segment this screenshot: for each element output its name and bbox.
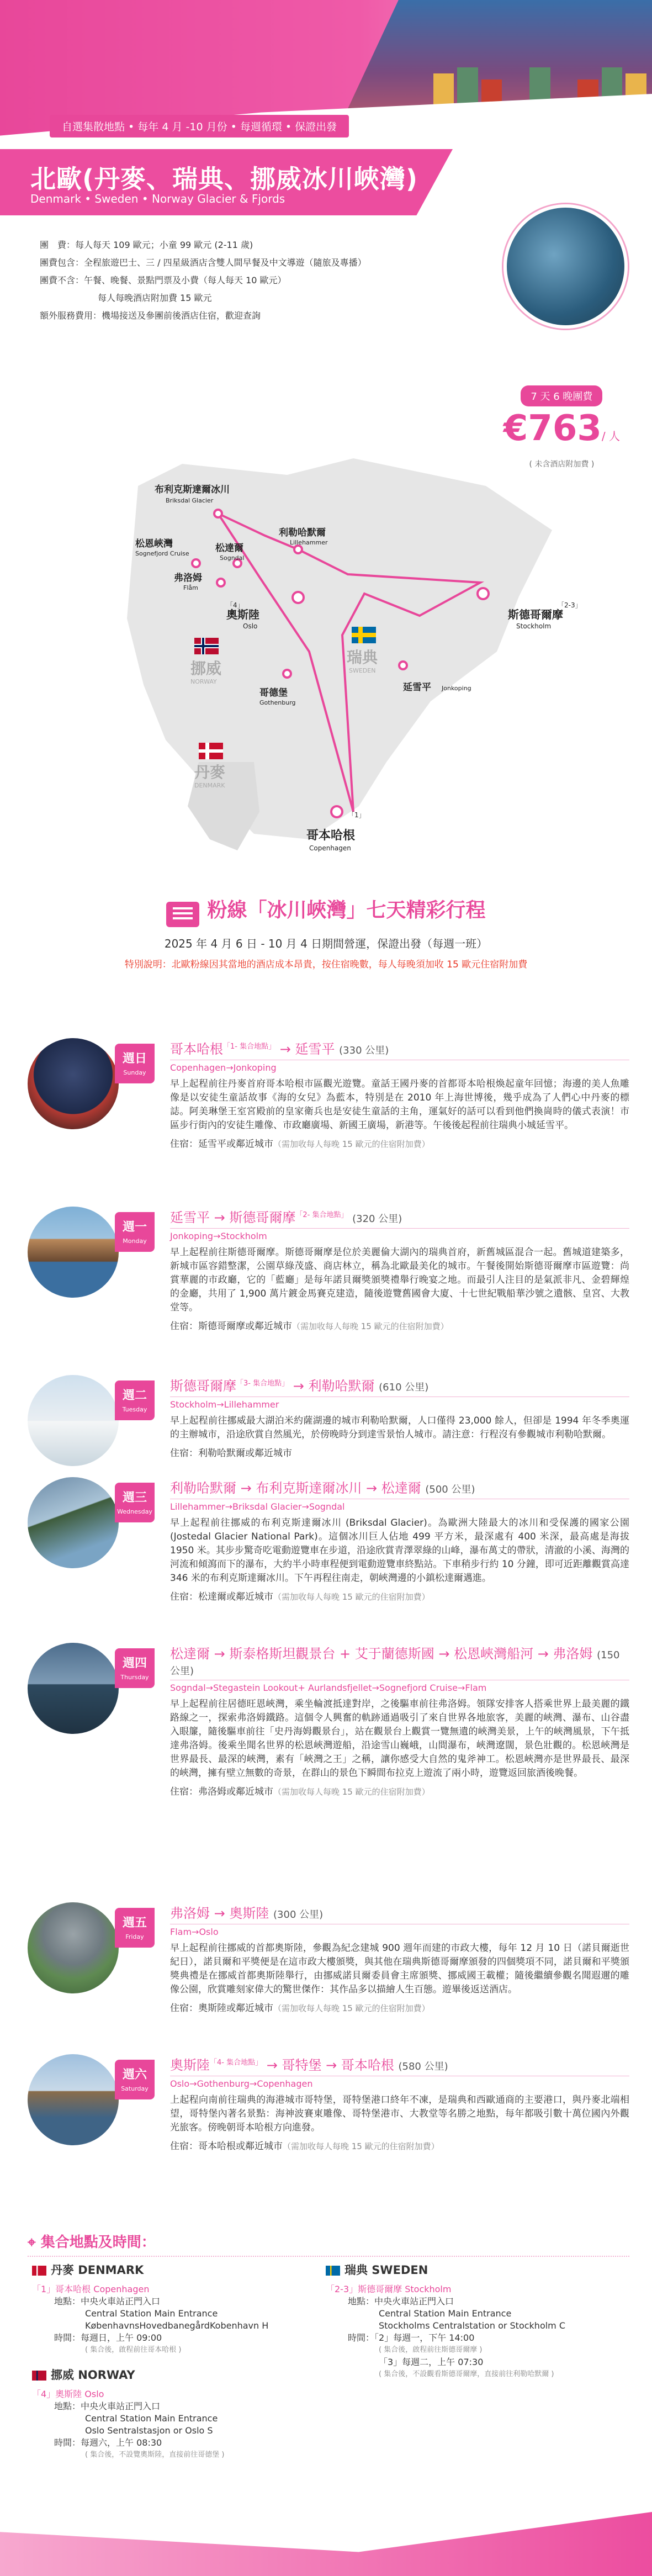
info-label: 團 費：	[40, 240, 76, 250]
stay-text: 住宿：弗洛姆或鄰近城市	[170, 1786, 273, 1797]
norway-flag-icon	[194, 638, 219, 654]
map-label-briksdal-en: Briksdal Glacier	[166, 497, 214, 504]
price-unit: / 人	[601, 430, 620, 443]
day-en: Monday	[123, 1237, 147, 1245]
stegastein-photo	[28, 1643, 119, 1734]
itinerary-sub: 2025 年 4 月 6 日 - 10 月 4 日期間營運，保證出發（每週一班）	[164, 937, 488, 950]
denmark-flag-icon	[199, 743, 223, 759]
route-km: (150 公里)	[170, 1649, 620, 1677]
day-route	[170, 1375, 629, 1397]
time-note: ( 集合後，啟程前往哥本哈根 )	[85, 2346, 182, 2354]
route-km: (610 公里)	[379, 1382, 429, 1393]
guards-photo	[28, 1038, 119, 1129]
map-label-gothenburg: 哥德堡	[259, 687, 288, 699]
route-text: 松達爾 → 斯泰格斯坦觀景台 + 艾于蘭德斯國 → 松恩峽灣船河 → 弗洛姆	[170, 1646, 593, 1662]
denmark-flag-icon	[32, 2266, 46, 2276]
time-text: 「2」每週一，下午 14:00	[374, 2332, 475, 2343]
country-norway: 挪威	[190, 659, 222, 678]
map-label-lillehammer: 利勒哈默爾	[279, 527, 326, 538]
stop-gothenburg	[283, 670, 291, 678]
route-km: (300 公里)	[273, 1909, 324, 1921]
route-map	[0, 453, 652, 889]
stop-jonkoping	[399, 662, 407, 669]
addr-line: Stockholms Centralstation or Stockholm C	[379, 2320, 566, 2331]
route-sup: 「4- 集合地點」	[210, 2059, 263, 2067]
route-map-svg	[0, 453, 652, 889]
book-icon	[166, 902, 199, 927]
stay-note: （需加收每人每晚 15 歐元的住宿附加費）	[273, 1787, 430, 1797]
route-en: Jonkoping→Stockholm	[170, 1231, 267, 1241]
country-dk-label: 丹麥 DENMARK	[51, 2263, 144, 2277]
route-en: Copenhagen→Jonkoping	[170, 1062, 277, 1073]
country-dk	[32, 2261, 144, 2278]
day-route	[170, 1207, 629, 1229]
day-en: Thursday	[120, 1674, 149, 1681]
day-en: Sunday	[123, 1069, 146, 1076]
map-label-flam-en: Flåm	[183, 584, 198, 591]
vigeland-photo	[28, 1902, 119, 1993]
day-stay	[170, 1318, 629, 1332]
sweden-flag-icon	[352, 627, 376, 643]
stay-note: （需加收每人每晚 15 歐元的住宿附加費）	[273, 1139, 430, 1149]
time-text: 每週日，上午 09:00	[81, 2332, 162, 2343]
info-label: 額外服務費用：	[40, 310, 102, 321]
route-en: Stockholm→Lillehammer	[170, 1399, 279, 1410]
day-text: 早上起程前往挪威的布利克斯達爾冰川 (Briksdal Glacier)。為歐洲大陸最大的冰川和受保護的國家公園 (Jostedal Glacier National Park)。這個冰川巨人佔地 499 平方米，最深處有 400 米深，最高處是海拔 1950 米。其步步驚奇吃電動遊覽車在步道，沿途欣賞青澤翠綠的山峰，瀑布萬丈的帶狀，清澈的小溪、海灣的河流和傾瀉而下的瀑布，大約半小時車程便到電動遊覽車終點站。下車稍步行約 10 分鐘，即可近距離觀賞高達 346 米的布利克斯達爾冰川。下午再程往南走，朝峽灣邊的小鎮松達爾邁進。	[170, 1517, 629, 1584]
country-se-label: 瑞典 SWEDEN	[344, 2263, 428, 2277]
map-label-copenhagen-en: Copenhagen	[309, 844, 351, 852]
day-zh: 週日	[122, 1052, 147, 1066]
map-label-flam: 弗洛姆	[174, 573, 202, 584]
day-zh: 週五	[122, 1916, 147, 1930]
stay-text: 住宿：利勒哈默爾或鄰近城市	[170, 1448, 292, 1459]
day-zh: 週三	[122, 1491, 147, 1505]
map-label-stockholm: 斯德哥爾摩	[508, 608, 563, 621]
stay-text: 住宿：哥本哈根或鄰近城市	[170, 2141, 283, 2152]
time-note: ( 集合後，啟程前往斯德哥爾摩 )	[379, 2346, 483, 2354]
stay-note: （需加收每人每晚 15 歐元的住宿附加費）	[283, 2141, 439, 2151]
route-en: Lillehammer→Briksdal Glacier→Sogndal	[170, 1501, 345, 1512]
day-route	[170, 2054, 629, 2076]
itinerary-note: 特別說明：北歐粉線因其當地的酒店成本昂貴，按住宿晚數，每人每晚須加收 15 歐元住宿附加費	[124, 959, 528, 970]
price-box	[503, 385, 620, 469]
info-text: 午餐、晚餐、景點門票及小費（每人每天 10 歐元）	[84, 275, 287, 285]
day-route	[170, 1902, 629, 1924]
footer-wave	[0, 2496, 652, 2576]
route-text: 哥本哈根	[170, 1041, 223, 1057]
itinerary-title: 粉線「冰川峽灣」七天精彩行程	[207, 899, 486, 922]
addr-line: Central Station Main Entrance	[85, 2413, 218, 2424]
time-label: 時間：	[348, 2332, 375, 2343]
day-stay	[170, 1589, 629, 1602]
stop-copenhagen	[331, 806, 342, 817]
info-text: 每人每晚酒店附加費 15 歐元	[98, 293, 212, 303]
route-en: Flam→Oslo	[170, 1927, 219, 1937]
map-label-copenhagen: 哥本哈根	[306, 829, 356, 843]
day-stay	[170, 1136, 629, 1150]
stay-text: 住宿：奧斯陸或鄰近城市	[170, 2003, 273, 2014]
country-norway-en: NORWAY	[190, 678, 217, 685]
tagline: 自選集散地點 • 每年 4 月 -10 月份 • 每週循環 • 保證出發	[50, 115, 349, 137]
addr-line: 中央火車站正門入口	[81, 2296, 161, 2307]
addr-line: 中央火車站正門入口	[374, 2296, 454, 2307]
info-label: 團費包含：	[40, 257, 84, 268]
country-se	[326, 2261, 428, 2278]
price-tag: 7 天 6 晚團費	[521, 385, 602, 406]
meeting-dk-head: 「1」哥本哈根 Copenhagen	[32, 2284, 150, 2294]
route-km: (500 公里)	[425, 1484, 475, 1495]
route-text-2: → 利勒哈默爾	[293, 1378, 375, 1394]
route-en: Sogndal→Stegastein Lookout+ Aurlandsfjellet→Sognefjord Cruise→Flam	[170, 1683, 487, 1693]
scandinavia-land	[127, 458, 552, 839]
map-label-oslo-en: Oslo	[243, 622, 258, 630]
map-label-sognefjord-en: Sognefjord Cruise	[135, 550, 189, 557]
meeting-se-head: 「2-3」斯德哥爾摩 Stockholm	[326, 2284, 452, 2294]
stay-note: （需加收每人每晚 15 歐元的住宿附加費）	[292, 1321, 449, 1331]
addr-label: 地點：	[54, 2296, 81, 2307]
day-stay	[170, 1784, 629, 1797]
day-badge	[115, 1908, 155, 1948]
route-km: (320 公里)	[352, 1213, 402, 1225]
map-label-sogndal-en: Sogndal	[220, 554, 245, 562]
stay-text: 住宿：斯德哥爾摩或鄰近城市	[170, 1321, 292, 1332]
map-label-lillehammer-en: Lillehammer	[290, 539, 328, 546]
stay-text: 住宿：延雪平或鄰近城市	[170, 1139, 273, 1150]
route-text-2: → 哥特堡 → 哥本哈根	[266, 2057, 394, 2073]
time-text: 每週六，上午 08:30	[81, 2437, 162, 2448]
time-label: 時間：	[54, 2437, 81, 2448]
gothenburg-photo	[28, 2054, 119, 2145]
day-zh: 週四	[122, 1657, 147, 1670]
glacier-photo	[28, 1477, 119, 1568]
day-badge	[115, 2060, 155, 2099]
route-text: 奧斯陸	[170, 2057, 210, 2073]
route-text: 延雪平 → 斯德哥爾摩	[170, 1210, 296, 1225]
norway-flag-icon	[32, 2371, 46, 2381]
stay-note: （需加收每人每晚 15 歐元的住宿附加費）	[273, 1592, 430, 1602]
day-route	[170, 1477, 629, 1499]
map-marker-4: 「4」	[226, 601, 244, 609]
route-km: (330 公里)	[339, 1045, 389, 1056]
day-badge	[115, 1212, 155, 1252]
tour-info	[40, 236, 367, 325]
map-label-gothenburg-en: Gothenburg	[259, 699, 296, 706]
stop-sognefjord	[192, 559, 200, 567]
map-marker-1: 「1」	[348, 811, 365, 819]
route-sup: 「1- 集合地點」	[223, 1043, 276, 1051]
route-text: 利勒哈默爾 → 布利克斯達爾冰川 → 松達爾	[170, 1480, 421, 1496]
day-zh: 週六	[122, 2068, 147, 2082]
day-text: 早上起程前往挪威最大湖泊米約薩湖邊的城市利勒哈默爾，人口僅得 23,000 餘人，但卻是 1994 年冬季奧運的主辦城市，沿途欣賞自然風光，於傍晚時分到達雪景怡人城市。請注意：行程沒有參觀城市利勒哈默爾。	[170, 1415, 629, 1440]
day-zh: 週一	[122, 1220, 147, 1234]
time-label: 時間：	[54, 2332, 81, 2343]
stay-text: 住宿：松達爾或鄰近城市	[170, 1591, 273, 1602]
day-badge	[115, 1044, 155, 1083]
day-stay	[170, 2000, 629, 2014]
info-text: 每人每天 109 歐元；小童 99 歐元 (2-11 歲)	[75, 240, 253, 250]
sweden-flag-icon	[326, 2266, 340, 2276]
meeting-title-text: 集合地點及時間：	[40, 2234, 156, 2251]
route-sup: 「3- 集合地點」	[236, 1379, 289, 1388]
map-marker-2-3: 「2-3」	[558, 601, 582, 609]
meeting-no-head: 「4」奧斯陸 Oslo	[32, 2389, 104, 2399]
meeting-se	[326, 2283, 565, 2381]
country-denmark: 丹麥	[194, 763, 226, 781]
day-text: 早上起程前往居德旺恩峽灣，乘坐輪渡抵達對岸，之後驅車前往弗洛姆。領隊安排客人搭乘世界上最美麗的鐵路線之一，探索弗洛姆鐵路。這個令人興奮的軌跡通過吸引了來自世界各地旅客，美麗的峽灣、瀑布、山谷盡入眼簾，隨後驅車前往「史丹海姆觀景台」，站在觀景台上觀賞一覽無遺的峽灣美景，上午的峽灣風景，下午抵達弗洛姆。後乘坐聞名世界的松恩峽灣遊船，沿途雪山巍峨，山間瀑布，峽灣遼闊，景色壯觀的。松恩峽灣是世界最長、最深的峽灣，素有「峽灣之王」之稱，讓你感受大自然的鬼斧神工。松恩峽灣亦是世界最長、最深的峽灣，擁有壁立無數的奇景，在群山的景色下瞬間布拉克上遊流了兩小時，遊覽返回旅酒後晚餐。	[170, 1699, 629, 1779]
addr-line: 中央火車站正門入口	[81, 2401, 161, 2411]
stop-oslo	[293, 592, 304, 603]
day-route	[170, 1643, 629, 1680]
day-text: 早上起程前往丹麥首府哥本哈根市區觀光遊覽。童話王國丹麥的首都哥本哈根煥起童年回憶；海邊的美人魚雕像是以安徒生童話故事《海的女兒》為藍本，特別是在 2010 年上海世博後，幾乎成為了人們心中丹麥的標誌。阿美琳堡王室宮殿前的皇家衛兵也是安徒生童話的主角，運氣好的話可以看到他們換崗時的儀式表演！市區步行街內的安徒生雕像、市政廳廣場、新國王廣場，新港等。午後後起程前往瑞典小城延雪平。	[170, 1078, 629, 1131]
map-label-sogndal: 松達爾	[215, 543, 243, 554]
day-badge	[115, 1380, 155, 1420]
info-text: 全程旅遊巴士、三 / 四星級酒店含雙人間早餐及中文導遊（隨旅及專播）	[84, 257, 367, 268]
route-text: 弗洛姆 → 奧斯陸	[170, 1906, 269, 1921]
stop-lillehammer	[294, 546, 302, 553]
lillehammer-photo	[28, 1375, 119, 1466]
day-stay	[170, 1445, 629, 1459]
day-stay	[170, 2138, 629, 2152]
day-en: Friday	[125, 1933, 144, 1940]
price-note: ( 未含酒店附加費 )	[529, 460, 595, 469]
day-text: 早上起程前往挪威的首都奧斯陸，參觀為紀念建城 900 週年而建的市政大樓，每年 12 月 10 日（諾貝爾逝世紀日），諾貝爾和平獎便是在這市政大樓頒獎，與其他在瑞典斯德哥爾摩頒發的四個獎項不同，諾貝爾和平獎頒獎典禮是在挪威首都奧斯陸舉行，由挪威諾貝爾委員會主席頒獎、挪威國王載權；隨後繼續參觀名聞遐邇的雕像公園，欣賞雕刻家偉大的驚世傑作：其作品多以描繪人生百態。遊畢後返送酒店。	[170, 1943, 629, 1995]
addr-line: Central Station Main Entrance	[85, 2308, 218, 2319]
map-label-sognefjord: 松恩峽灣	[135, 538, 173, 549]
country-no	[32, 2366, 135, 2383]
meeting-section	[28, 2231, 629, 2257]
map-label-jonkoping: 延雪平	[403, 682, 431, 693]
meeting-title	[28, 2231, 629, 2257]
country-denmark-en: DENMARK	[194, 782, 225, 789]
itinerary-header	[0, 895, 652, 970]
addr-line: Central Station Main Entrance	[379, 2308, 512, 2319]
info-text: 機場接送及參團前後酒店住宿，歡迎查詢	[102, 310, 261, 321]
pin-icon: ⌖	[28, 2234, 41, 2251]
time-text-2: 「3」每週二，上午 07:30	[379, 2357, 484, 2367]
day-badge	[115, 1483, 155, 1522]
addr-line: Oslo Sentralstasjon or Oslo S	[85, 2425, 213, 2436]
meeting-dk	[32, 2283, 268, 2356]
day-en: Tuesday	[122, 1406, 147, 1413]
map-label-jonkoping-en: Jonkoping	[442, 685, 471, 692]
price-value: €763	[503, 408, 602, 449]
day-route	[170, 1038, 629, 1060]
stockholm-photo	[28, 1207, 119, 1298]
day-en: Saturday	[121, 2085, 149, 2092]
day-zh: 週二	[122, 1389, 147, 1403]
day-en: Wednesday	[117, 1508, 152, 1515]
info-label: 團費不含：	[40, 275, 84, 285]
stop-stockholm	[478, 588, 489, 599]
map-label-briksdal: 布利克斯達爾冰川	[155, 484, 230, 495]
time-note: ( 集合後，不設覽奧斯陸，直接前往哥德堡 )	[85, 2451, 225, 2459]
route-en: Oslo→Gothenburg→Copenhagen	[170, 2078, 313, 2089]
map-label-oslo: 奧斯陸	[226, 608, 259, 621]
day-text: 早上起程前往斯德哥爾摩。斯德哥爾摩是位於美麗倫大湖內的瑞典首府，新舊城區混合一起。舊城道建築多，新城市區容錯整潔，公園草綠茂盛、商店林立，稱為北歐最美化的城市。午餐後開始斯德哥爾摩市區遊覽：尚賞華麗的市政廳，它的「藍廳」是每年諾貝爾獎頒獎禮舉行晚宴之地。而最引人注目的是氣派非凡、金碧輝煌的金廳，共用了 1,900 萬片鍍金馬賽克建造，隨後遊覽舊國會大廈、十七世紀戰船華沙號之遺骸、皇宮、大教堂等。	[170, 1247, 629, 1313]
page-subtitle: Denmark • Sweden • Norway Glacier & Fjords	[30, 192, 285, 205]
route-text-2: → 延雪平	[279, 1041, 335, 1057]
route-sup: 「2- 集合地點」	[295, 1211, 348, 1219]
time-note-2: ( 集合後，不設觀看斯德哥爾摩，直接前往利勒哈默爾 )	[379, 2370, 554, 2378]
stay-note: （需加收每人每晚 15 歐元的住宿附加費）	[273, 2003, 430, 2013]
meeting-no	[32, 2388, 224, 2461]
day-badge	[115, 1648, 155, 1688]
stop-briksdal	[214, 510, 222, 517]
addr-line: KøbenhavnsHovedbanegårdKobenhavn H	[85, 2320, 269, 2331]
addr-label: 地點：	[348, 2296, 375, 2307]
page-title: 北歐(丹麥、瑞典、挪威冰川峽灣)	[30, 164, 418, 194]
addr-label: 地點：	[54, 2401, 81, 2411]
country-sweden: 瑞典	[347, 648, 378, 667]
route-text: 斯德哥爾摩	[170, 1378, 236, 1394]
day-text: 上起程向南前往瑞典的海港城市哥特堡，哥特堡港口終年不凍，是瑞典和西歐通商的主要港口，與丹麥北端相望，哥特堡內著名景點：海神波賽東雕像、哥特堡港市、大教堂等名勝之地點，每年都吸引數十萬位國內外觀光旅客。傍晚朝哥本哈根方向進發。	[170, 2094, 629, 2133]
stop-flam	[217, 579, 225, 586]
price-amount	[503, 406, 620, 458]
map-label-stockholm-en: Stockholm	[516, 622, 552, 630]
country-sweden-en: SWEDEN	[349, 667, 376, 674]
country-no-label: 挪威 NORWAY	[51, 2368, 135, 2382]
fjord-photo	[503, 204, 628, 329]
route-km: (580 公里)	[398, 2061, 448, 2072]
